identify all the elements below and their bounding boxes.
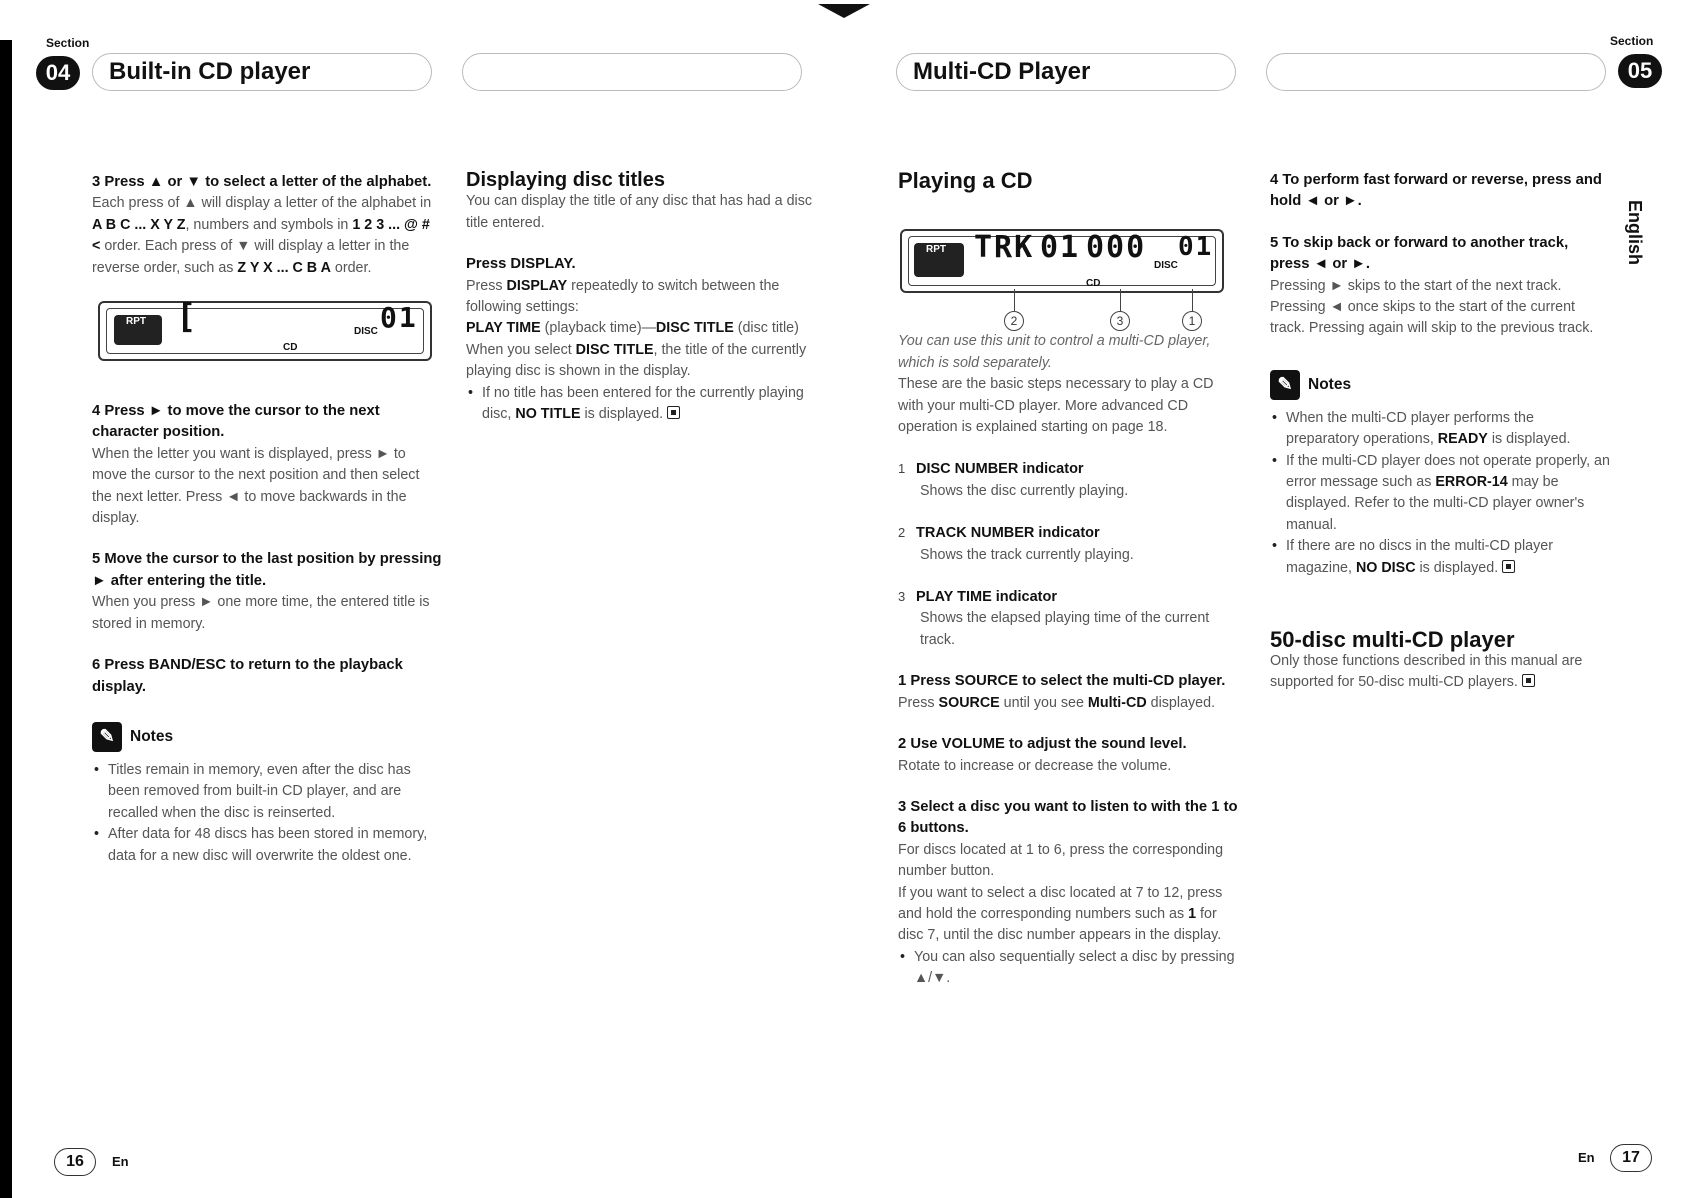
notes-header-right — [1270, 370, 1610, 400]
step-3-body: Each press of ▲ will display a letter of the alphabet in A B C ... X Y Z, numbers and symbols in 1 2 3 ... @ # < order. Each press of ▼ will display a letter in the reverse order, such as Z Y X ... C B A order. — [92, 195, 432, 276]
binding-spine — [0, 40, 12, 1198]
empty-title-frame-right — [1266, 53, 1606, 91]
section-heading-50-disc: 50-disc multi-CD player — [1270, 627, 1515, 653]
end-of-section-icon — [1502, 560, 1515, 573]
language-code-right: En — [1578, 1150, 1595, 1165]
basic-steps-text: These are the basic steps necessary to play a CD with your multi-CD player. More advanced CD operation is explained starting on page 18. — [898, 376, 1214, 436]
callout-line — [1120, 289, 1121, 311]
callout-1: 1 — [1182, 311, 1202, 331]
note-item: • After data for 48 discs has been stored in memory, data for a new disc will overwrite the oldest one. — [106, 824, 442, 867]
note-item: • When the multi-CD player performs the preparatory operations, READY is displayed. — [1284, 408, 1610, 451]
section-label-right: Section — [1610, 34, 1654, 48]
display-body: Press DISPLAY repeatedly to switch between the following settings: — [466, 277, 780, 316]
section-heading-displaying-disc-titles: Displaying disc titles — [466, 169, 665, 191]
center-fold-marker — [818, 4, 870, 18]
indicator-1-body: Shows the disc currently playing. — [920, 482, 1129, 499]
indicator-2-body: Shows the track currently playing. — [920, 546, 1134, 563]
indicator-1-title: 1 DISC NUMBER indicator — [898, 461, 1084, 478]
bullet-item: • If no title has been entered for the currently playing disc, NO TITLE is displayed. — [480, 383, 816, 426]
pencil-icon: ✎ — [1270, 370, 1300, 400]
indicator-3-title: 3 PLAY TIME indicator — [898, 589, 1057, 606]
lcd-play-time: 000 — [1086, 230, 1147, 266]
notes-label: Notes — [130, 728, 174, 746]
lcd-display-multi-cd — [900, 229, 1224, 329]
step-3-body-1: For discs located at 1 to 6, press the corresponding number button. — [898, 841, 1224, 880]
column-1 — [92, 172, 442, 867]
display-settings: PLAY TIME (playback time)—DISC TITLE (disc title) — [466, 320, 799, 337]
lcd-cd-label: CD — [283, 342, 298, 354]
column-4 — [1270, 170, 1610, 693]
lcd-cursor: [ — [176, 297, 199, 338]
no-title-bullet-list — [466, 383, 816, 426]
lcd-disc-digits: 01 — [380, 301, 418, 335]
lcd-display-title-entry — [98, 297, 432, 361]
section-number-badge-left: 04 — [36, 56, 80, 90]
lcd-rpt-label: RPT — [126, 316, 146, 328]
pencil-icon: ✎ — [92, 722, 122, 752]
language-code-left: En — [112, 1154, 129, 1169]
end-of-section-icon — [667, 406, 680, 419]
notes-list-left — [92, 760, 442, 867]
section-label-left: Section — [46, 36, 90, 50]
column-3 — [898, 170, 1238, 990]
step-1-body: Press SOURCE until you see Multi-CD displayed. — [898, 694, 1216, 711]
step-4-title: 4 Press ► to move the cursor to the next character position. — [92, 403, 380, 441]
callout-2: 2 — [1004, 311, 1024, 331]
end-of-section-icon — [1522, 674, 1535, 687]
lcd-disc-label: DISC — [354, 326, 378, 338]
section-heading-playing-a-cd: Playing a CD — [898, 168, 1033, 193]
intro-text: You can display the title of any disc that has had a disc title entered. — [466, 193, 812, 231]
lcd-disc-label: DISC — [1154, 260, 1178, 272]
chapter-title-frame-left — [92, 53, 432, 91]
callout-3: 3 — [1110, 311, 1130, 331]
disc-title-explanation: When you select DISC TITLE, the title of the currently playing disc is shown in the display. — [466, 341, 807, 380]
indicator-3-body: Shows the elapsed playing time of the current track. — [920, 610, 1210, 648]
indicator-2-title: 2 TRACK NUMBER indicator — [898, 525, 1100, 542]
lcd-rpt-label: RPT — [926, 244, 946, 256]
notes-header-left — [92, 722, 442, 752]
chapter-title-left: Built-in CD player — [109, 58, 311, 85]
page-number-right: 17 — [1610, 1144, 1652, 1172]
50-disc-body: Only those functions described in this manual are supported for 50-disc multi-CD players. — [1270, 652, 1583, 690]
chapter-title-frame-right — [896, 53, 1236, 91]
empty-title-frame-left — [462, 53, 802, 91]
note-item: • Titles remain in memory, even after the disc has been removed from built-in CD player, and are recalled when the disc is reinserted. — [106, 760, 442, 824]
step-5-body: Pressing ► skips to the start of the next track. Pressing ◄ once skips to the start of the current track. Pressing again will skip to the previous track. — [1270, 277, 1594, 337]
chapter-title-right: Multi-CD Player — [913, 58, 1091, 85]
step-5-body: When you press ► one more time, the entered title is stored in memory. — [92, 594, 430, 632]
bullet-item: • You can also sequentially select a disc by pressing ▲/▼. — [912, 947, 1238, 990]
step-3-bullets — [898, 947, 1238, 990]
callout-line — [1014, 289, 1015, 311]
step-2-title: 2 Use VOLUME to adjust the sound level. — [898, 736, 1187, 753]
step-4-body: When the letter you want is displayed, press ► to move the cursor to the next position and then select the next letter. Press ◄ to move backwards in the display. — [92, 445, 420, 527]
step-2-body: Rotate to increase or decrease the volume. — [898, 757, 1172, 774]
step-3-title: 3 Press ▲ or ▼ to select a letter of the alphabet. — [92, 174, 432, 190]
step-4-title: 4 To perform fast forward or reverse, press and hold ◄ or ►. — [1270, 172, 1602, 210]
note-item: • If the multi-CD player does not operate properly, an error message such as ERROR-14 may be displayed. Refer to the multi-CD player owner's manual. — [1284, 451, 1610, 537]
step-3-title: 3 Select a disc you want to listen to with the 1 to 6 buttons. — [898, 798, 1238, 837]
section-number-badge-right: 05 — [1618, 54, 1662, 88]
step-5-title: 5 To skip back or forward to another track, press ◄ or ►. — [1270, 234, 1569, 273]
page-number-left: 16 — [54, 1148, 96, 1176]
multi-cd-intro: You can use this unit to control a multi-CD player, which is sold separately. — [898, 333, 1211, 371]
column-2 — [466, 170, 816, 425]
lcd-disc-number: 01 — [1178, 232, 1214, 263]
callout-line — [1192, 289, 1193, 311]
lcd-track-number: 01 — [1040, 230, 1081, 266]
step-3-body-2: If you want to select a disc located at 7 to 12, press and hold the corresponding numbers such as 1 for disc 7, until the disc number appears in the display. — [898, 884, 1223, 944]
lcd-cd-label: CD — [1086, 278, 1101, 290]
lcd-trk-label: TRK — [974, 230, 1035, 266]
notes-list-right — [1270, 408, 1610, 579]
press-display-title: Press DISPLAY. — [466, 256, 576, 273]
step-6-title: 6 Press BAND/ESC to return to the playback display. — [92, 657, 403, 695]
step-5-title: 5 Move the cursor to the last position by pressing ► after entering the title. — [92, 551, 442, 589]
step-1-title: 1 Press SOURCE to select the multi-CD player. — [898, 673, 1226, 690]
note-item: • If there are no discs in the multi-CD player magazine, NO DISC is displayed. — [1284, 536, 1610, 579]
notes-label: Notes — [1308, 376, 1352, 394]
language-side-tab: English — [1625, 200, 1645, 266]
